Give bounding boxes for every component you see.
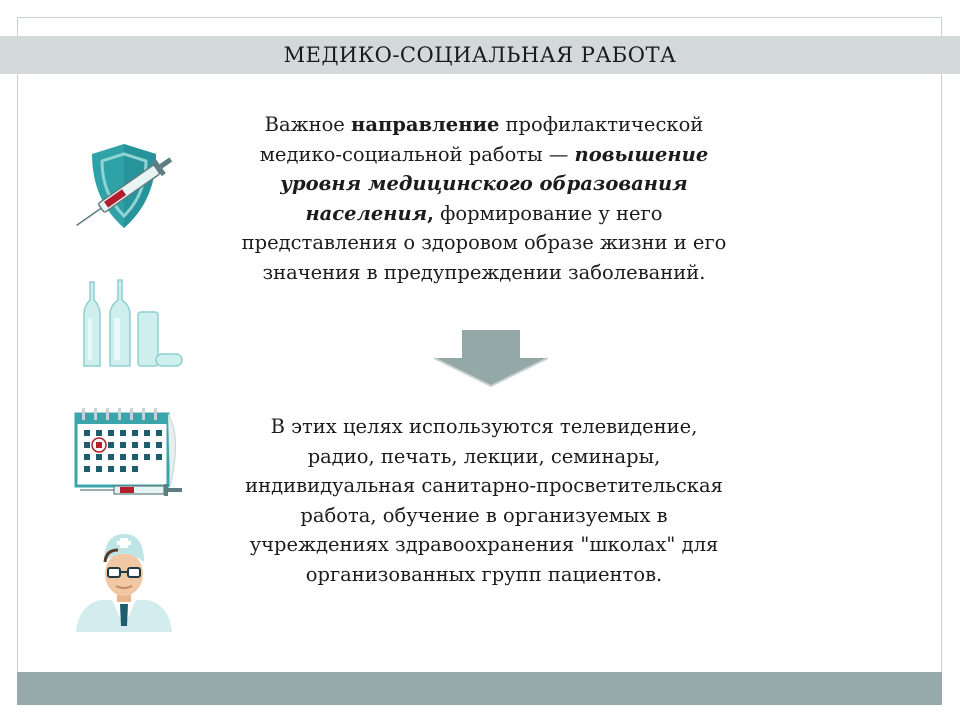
p1-text-1: Важное [264,113,352,136]
page-title: МЕДИКО-СОЦИАЛЬНАЯ РАБОТА [283,43,677,67]
paragraph-importance [228,110,740,287]
down-arrow-icon [432,330,550,388]
paragraph-methods: В этих целях используются телевидение, радио, печать, лекции, семинары, индивидуальная санитарно-просветительская работа, обучение в организуемых в учреждениях здравоохранения "школах" для организованных групп пациентов. [245,415,723,586]
p1-text-2: профилактической медико-социальной работы — [259,113,704,166]
p1-bold-direction: направление [351,113,500,136]
calendar-icon [74,406,190,500]
ampoules-icon [76,278,188,374]
p1-bold-italic-phrase: повышение уровня медицинского образования населения [280,142,709,225]
footer-bar [17,672,942,705]
shield-syringe-icon [72,140,192,240]
title-bar [0,36,960,74]
p1-bold-comma: , [427,201,434,225]
doctor-icon [72,530,176,634]
p1-text-3: формирование у него представления о здоровом образе жизни и его значения в предупреждении заболеваний. [241,201,727,284]
